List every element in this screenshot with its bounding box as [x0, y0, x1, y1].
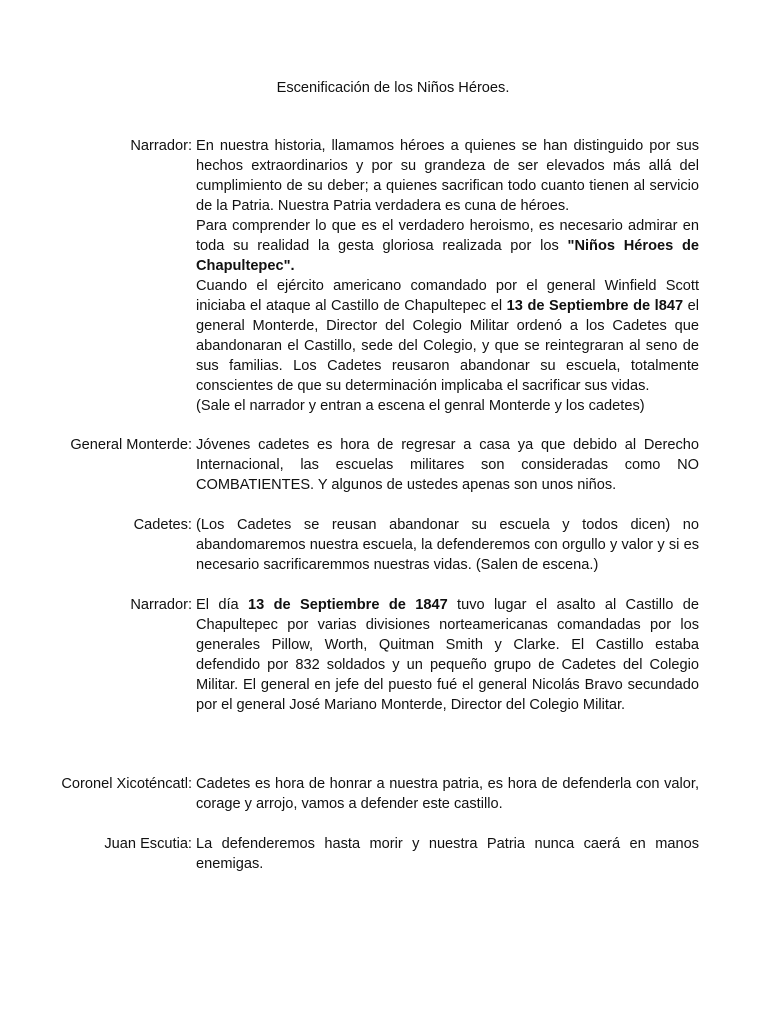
speaker-label: Juan Escutia: — [104, 836, 192, 852]
speaker-label: Narrador: — [130, 138, 192, 154]
text-run: Cadetes es hora de honrar a nuestra patria, es hora de defenderla con valor, corage y arrojo, vamos a defender este castillo. — [196, 776, 699, 812]
bold-text-run: 13 de Septiembre de 1847 — [248, 597, 448, 613]
speech-text — [196, 834, 699, 874]
text-run: La defenderemos hasta morir y nuestra Patria nunca caerá en manos enemigas. — [196, 836, 699, 872]
speech-paragraph — [196, 216, 699, 276]
text-run: Para comprender lo que es el verdadero heroismo, es necesario admirar en toda su realidad la gesta gloriosa realizada por los — [196, 218, 699, 254]
bold-text-run: 13 de Septiembre de l847 — [506, 298, 684, 314]
speech-paragraph — [196, 595, 699, 715]
speech-paragraph — [196, 276, 699, 396]
text-run: En nuestra historia, llamamos héroes a quienes se han distinguido por sus hechos extraordinarios y por su grandeza de ser elevados más allá del cumplimiento de su deber; a quienes sacrifican todo cuanto tienen al servicio de la Patria. Nuestra Patria verdadera es cuna de héroes. — [196, 138, 699, 214]
text-run: Jóvenes cadetes es hora de regresar a casa ya que debido al Derecho Internacional, las escuelas militares son consideradas como NO COMBATIENTES. Y algunos de ustedes apenas son unos niños. — [196, 437, 699, 493]
speech-paragraph — [196, 834, 699, 874]
text-run: Cuando el ejército americano comandado por el general Winfield Scott iniciaba el ataque al Castillo de Chapultepec el — [196, 278, 699, 314]
text-run: El día — [196, 597, 248, 613]
speaker-label: Narrador: — [130, 597, 192, 613]
speech-paragraph — [196, 136, 699, 216]
speech-paragraph — [196, 515, 699, 575]
speech-paragraph — [196, 774, 699, 814]
document-title: Escenificación de los Niños Héroes. — [276, 80, 510, 96]
speech-text — [196, 435, 699, 495]
text-run: el general Monterde, Director del Colegio Militar ordenó a los Cadetes que abandonaran el Castillo, sede del Colegio, y que se reintegraran al seno de sus familias. Los Cadetes reusaron abandonar su escuela, totalmente conscientes de que su determinación implicaba el sacrificar sus vidas. — [196, 298, 699, 394]
speech-text — [196, 515, 699, 575]
text-run: tuvo lugar el asalto al Castillo de Chapultepec por varias divisiones norteamericanas comandadas por los generales Pillow, Worth, Quitman Smith y Clarke. El Castillo estaba defendido por 832 soldados y un pequeño grupo de Cadetes del Colegio Militar. El general en jefe del puesto fué el general Nicolás Bravo secundado por el general José Mariano Monterde, Director del Colegio Militar. — [196, 597, 699, 713]
text-run: (Los Cadetes se reusan abandonar su escuela y todos dicen) no abandomaremos nuestra escuela, la defenderemos con orgullo y valor y si es necesario sacrificaremmos nuestras vidas. (Salen de escena.) — [196, 517, 699, 573]
speech-text — [196, 136, 699, 416]
speech-text — [196, 595, 699, 715]
bold-text-run: "Niños Héroes de Chapultepec". — [196, 238, 699, 274]
speech-paragraph — [196, 435, 699, 495]
speaker-label: General Monterde: — [70, 437, 192, 453]
speaker-label: Coronel Xicoténcatl: — [61, 776, 192, 792]
stage-direction — [196, 396, 699, 416]
speech-text — [196, 774, 699, 814]
speaker-label: Cadetes: — [133, 517, 192, 533]
text-run: (Sale el narrador y entran a escena el genral Monterde y los cadetes) — [196, 398, 645, 414]
